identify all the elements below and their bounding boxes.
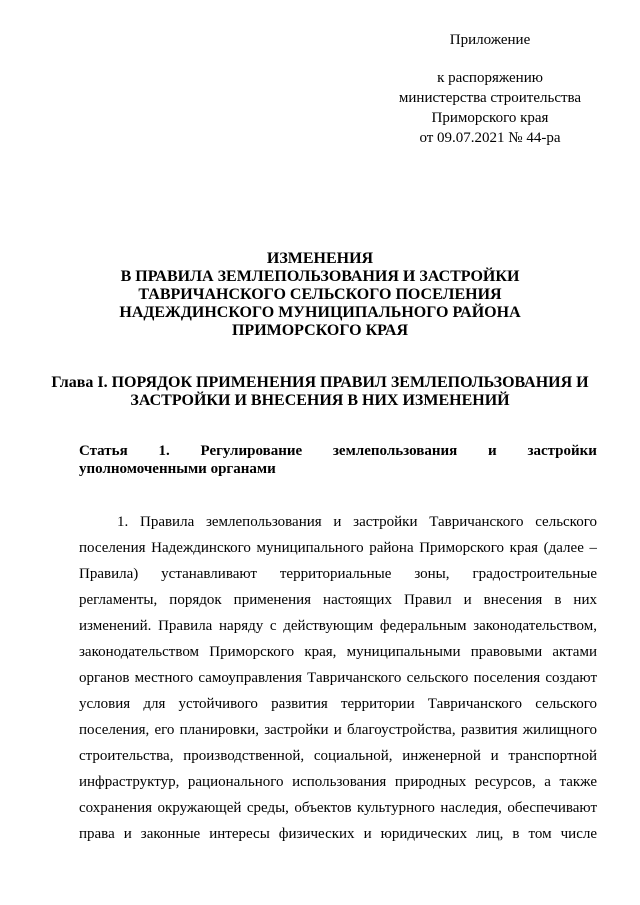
article-heading-line-1	[79, 442, 597, 460]
appendix-line: министерства строительства	[398, 90, 582, 106]
title-line: НАДЕЖДИНСКОГО МУНИЦИПАЛЬНОГО РАЙОНА	[119, 304, 521, 321]
paragraph-line: инфраструктур, рационального использования природных ресурсов, а также	[79, 774, 597, 790]
appendix-line: к распоряжению	[437, 70, 543, 86]
chapter-line: ЗАСТРОЙКИ И ВНЕСЕНИЯ В НИХ ИЗМЕНЕНИЙ	[130, 392, 510, 409]
article-word: Статья	[79, 443, 128, 459]
paragraph-line: Правила) устанавливают территориальные зоны, градостроительные	[79, 566, 597, 582]
paragraph-line: изменений. Правила наряду с действующим федеральным законодательством,	[79, 618, 597, 634]
paragraph-line: поселения, его планировки, застройки и благоустройства, развития жилищного	[79, 722, 597, 738]
paragraph-line: 1. Правила землепользования и застройки Тавричанского сельского	[117, 514, 597, 530]
paragraph-line: поселения Надеждинского муниципального района Приморского края (далее –	[79, 540, 597, 556]
article-word: Регулирование	[200, 443, 303, 459]
paragraph-line: условия для устойчивого развития территории Тавричанского сельского	[79, 696, 597, 712]
paragraph-line: строительства, производственной, социальной, инженерной и транспортной	[79, 748, 597, 764]
paragraph-line: регламенты, порядок применения настоящих Правил и внесения в них	[79, 592, 597, 608]
article-heading-line-2: уполномоченными органами	[79, 461, 276, 477]
article-word: 1.	[158, 443, 170, 459]
paragraph-line: законодательством Приморского края, муниципальными правовыми актами	[79, 644, 597, 660]
title-line: В ПРАВИЛА ЗЕМЛЕПОЛЬЗОВАНИЯ И ЗАСТРОЙКИ	[120, 268, 520, 285]
article-heading	[79, 442, 597, 478]
appendix-line: Приморского края	[431, 110, 549, 126]
body-paragraph	[79, 509, 597, 847]
article-word: и	[488, 443, 497, 459]
article-word: землепользования	[332, 443, 458, 459]
title-line: ПРИМОРСКОГО КРАЯ	[231, 322, 409, 339]
title-line: ТАВРИЧАНСКОГО СЕЛЬСКОГО ПОСЕЛЕНИЯ	[138, 286, 502, 303]
chapter-heading	[40, 374, 600, 410]
appendix-line: от 09.07.2021 № 44-ра	[419, 130, 561, 146]
paragraph-line: органов местного самоуправления Тавричанского сельского поселения создают	[79, 670, 597, 686]
document-title	[60, 250, 580, 340]
appendix-label: Приложение	[449, 32, 531, 48]
paragraph-line: сохранения окружающей среды, объектов культурного наследия, обеспечивают	[79, 800, 597, 816]
paragraph-line: права и законные интересы физических и юридических лиц, в том числе	[79, 826, 597, 842]
appendix-reference	[360, 68, 620, 148]
chapter-line: Глава I. ПОРЯДОК ПРИМЕНЕНИЯ ПРАВИЛ ЗЕМЛЕПОЛЬЗОВАНИЯ И	[51, 374, 589, 391]
title-line: ИЗМЕНЕНИЯ	[266, 250, 374, 267]
article-word: застройки	[527, 443, 597, 459]
